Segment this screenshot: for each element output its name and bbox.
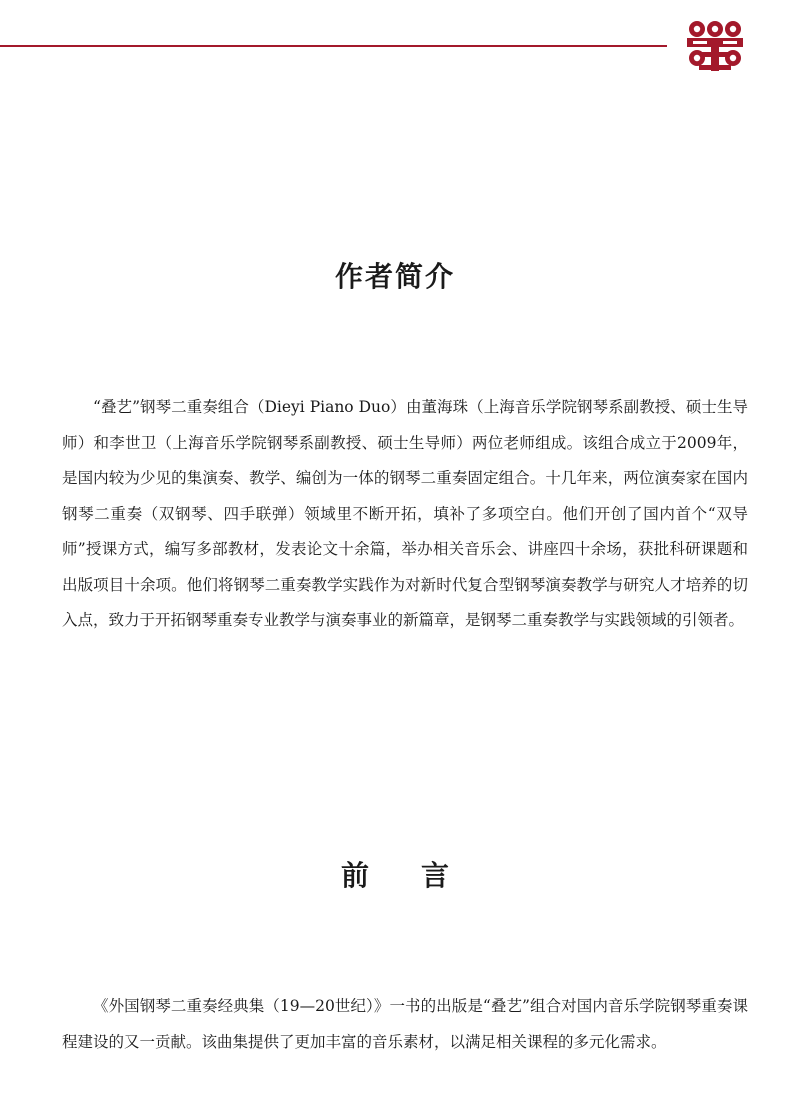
- header-rule: [0, 45, 667, 47]
- author-bio-paragraph: “叠艺”钢琴二重奏组合（Dieyi Piano Duo）由董海珠（上海音乐学院钢琴系副教授、硕士生导师）和李世卫（上海音乐学院钢琴系副教授、硕士生导师）两位老师组成。该组合成立于2009年，是国内较为少见的集演奏、教学、编创为一体的钢琴二重奏固定组合。十几年来，两位演奏家在国内钢琴二重奏（双钢琴、四手联弹）领域里不断开拓，填补了多项空白。他们开创了国内首个“双导师”授课方式，编写多部教材，发表论文十余篇，举办相关音乐会、讲座四十余场，获批科研课题和出版项目十余项。他们将钢琴二重奏教学实践作为对新时代复合型钢琴演奏教学与研究人才培养的切入点，致力于开拓钢琴重奏专业教学与演奏事业的新篇章，是钢琴二重奏教学与实践领域的引领者。: [62, 398, 748, 629]
- preface-title-char-2: 言: [421, 859, 450, 892]
- preface-paragraph: 《外国钢琴二重奏经典集（19—20世纪）》一书的出版是“叠艺”组合对国内音乐学院钢琴重奏课程建设的又一贡献。该曲集提供了更加丰富的音乐素材，以满足相关课程的多元化需求。: [62, 997, 748, 1051]
- preface-section-title: [0, 854, 790, 894]
- publisher-logo-icon: [683, 18, 747, 74]
- preface-title-char-1: 前: [340, 859, 369, 892]
- author-section-title: 作者简介: [334, 260, 455, 293]
